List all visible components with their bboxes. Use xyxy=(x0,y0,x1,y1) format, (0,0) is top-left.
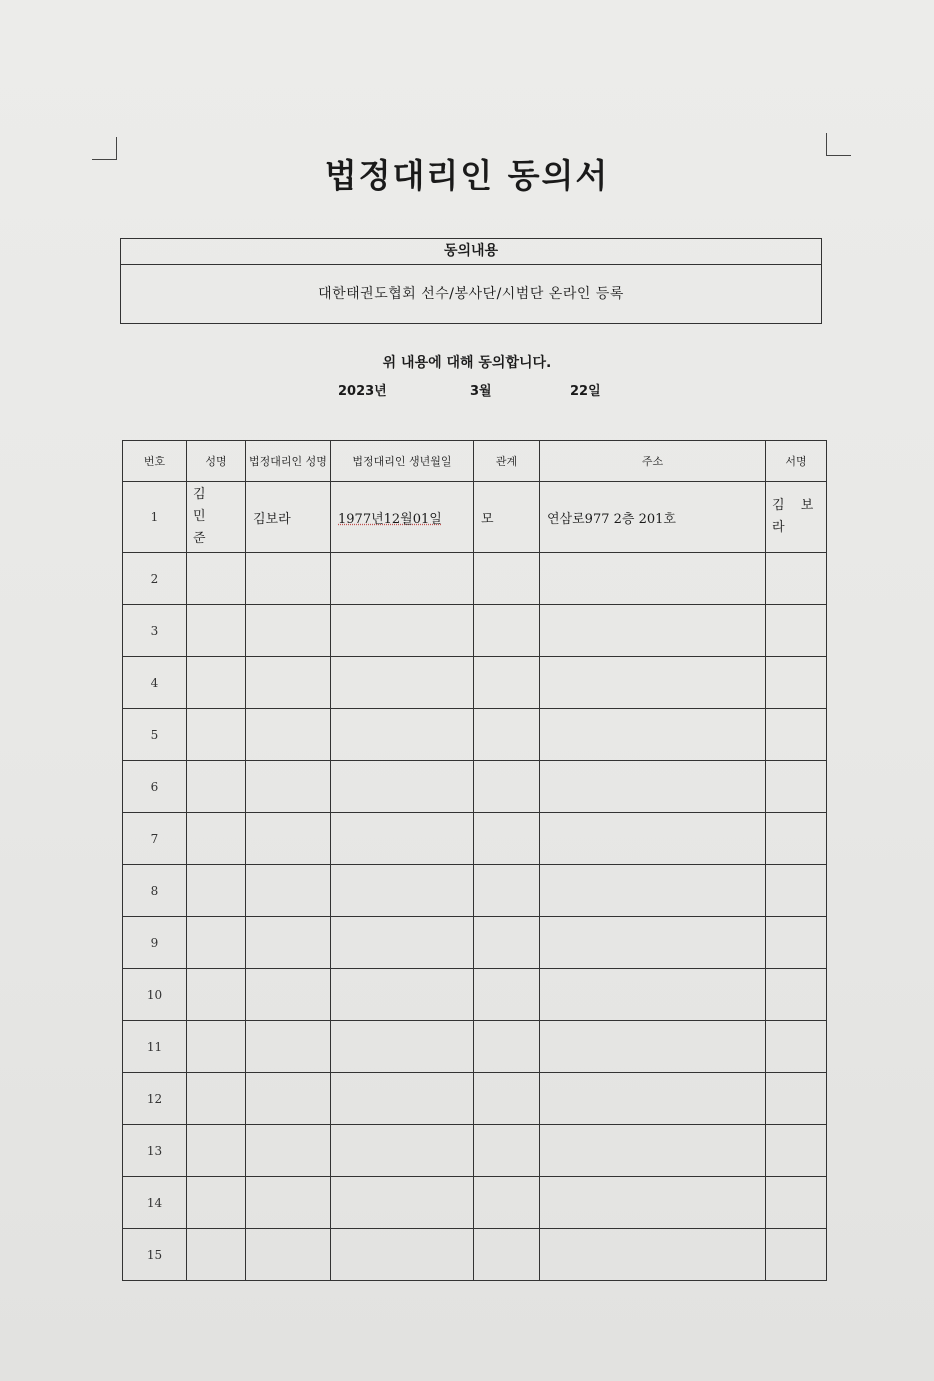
cell-signature xyxy=(766,1229,827,1281)
consent-box xyxy=(120,238,822,324)
cell-guardian-birth xyxy=(331,553,474,605)
document-title: 법정대리인 동의서 xyxy=(324,156,610,195)
cell-name xyxy=(187,709,246,761)
cell-signature xyxy=(766,657,827,709)
cell-name xyxy=(187,865,246,917)
cell-guardian-birth xyxy=(331,709,474,761)
cell-guardian-name xyxy=(246,709,331,761)
table-header-row xyxy=(123,441,827,482)
cell-relation: 모 xyxy=(474,482,540,553)
cell-address xyxy=(540,1125,766,1177)
cell-relation xyxy=(474,657,540,709)
header-signature: 서명 xyxy=(766,441,827,482)
cell-address xyxy=(540,917,766,969)
cell-address xyxy=(540,969,766,1021)
cell-guardian-birth: 1977년12월01일 xyxy=(331,482,474,553)
cell-guardian-birth xyxy=(331,1229,474,1281)
cell-signature xyxy=(766,1021,827,1073)
cell-name xyxy=(187,761,246,813)
cell-relation xyxy=(474,969,540,1021)
table-row xyxy=(123,1177,827,1229)
cell-number: 13 xyxy=(123,1125,187,1177)
cell-signature xyxy=(766,761,827,813)
cell-guardian-birth xyxy=(331,1073,474,1125)
cell-number: 2 xyxy=(123,553,187,605)
cell-address xyxy=(540,1073,766,1125)
cell-address xyxy=(540,709,766,761)
cell-number: 8 xyxy=(123,865,187,917)
cell-signature xyxy=(766,969,827,1021)
table-row xyxy=(123,917,827,969)
cell-signature xyxy=(766,553,827,605)
cell-address xyxy=(540,813,766,865)
cell-address: 연삼로977 2층 201호 xyxy=(540,482,766,553)
cell-address xyxy=(540,657,766,709)
cell-guardian-name xyxy=(246,761,331,813)
cell-address xyxy=(540,1021,766,1073)
cell-guardian-name xyxy=(246,1125,331,1177)
cell-number: 5 xyxy=(123,709,187,761)
cell-number: 10 xyxy=(123,969,187,1021)
table-row xyxy=(123,1229,827,1281)
cell-signature xyxy=(766,1177,827,1229)
cell-signature xyxy=(766,865,827,917)
cell-relation xyxy=(474,1125,540,1177)
cell-relation xyxy=(474,605,540,657)
cell-number: 1 xyxy=(123,482,187,553)
table-row xyxy=(123,605,827,657)
table-row xyxy=(123,813,827,865)
cell-number: 11 xyxy=(123,1021,187,1073)
cell-address xyxy=(540,865,766,917)
cell-name xyxy=(187,813,246,865)
cell-guardian-name xyxy=(246,1021,331,1073)
cell-address xyxy=(540,761,766,813)
guardian-table xyxy=(122,440,827,1281)
table-row xyxy=(123,1073,827,1125)
cell-guardian-name xyxy=(246,553,331,605)
cell-guardian-name xyxy=(246,1177,331,1229)
header-number: 번호 xyxy=(123,441,187,482)
header-guardian-birth: 법정대리인 생년월일 xyxy=(331,441,474,482)
cell-guardian-birth xyxy=(331,865,474,917)
cell-number: 7 xyxy=(123,813,187,865)
consent-text: 대한태권도협회 선수/봉사단/시범단 온라인 등록 xyxy=(318,286,624,302)
cell-number: 9 xyxy=(123,917,187,969)
cell-relation xyxy=(474,813,540,865)
table-row xyxy=(123,865,827,917)
agree-statement: 위 내용에 대해 동의합니다. xyxy=(382,355,552,371)
cell-number: 6 xyxy=(123,761,187,813)
cell-relation xyxy=(474,1177,540,1229)
cell-relation xyxy=(474,553,540,605)
header-guardian-name: 법정대리인 성명 xyxy=(246,441,331,482)
cell-address xyxy=(540,1229,766,1281)
table-body xyxy=(123,482,827,1281)
cell-guardian-name xyxy=(246,657,331,709)
cell-guardian-birth xyxy=(331,605,474,657)
cell-relation xyxy=(474,865,540,917)
date-year: 2023년 xyxy=(338,384,387,399)
cell-guardian-birth xyxy=(331,813,474,865)
cell-name xyxy=(187,657,246,709)
cell-guardian-name xyxy=(246,865,331,917)
table-row xyxy=(123,482,827,553)
cell-number: 4 xyxy=(123,657,187,709)
table-row xyxy=(123,761,827,813)
table-row xyxy=(123,969,827,1021)
table-row xyxy=(123,657,827,709)
cell-number: 15 xyxy=(123,1229,187,1281)
cell-name xyxy=(187,553,246,605)
cell-name xyxy=(187,605,246,657)
cell-guardian-birth xyxy=(331,657,474,709)
cell-relation xyxy=(474,1073,540,1125)
cell-address xyxy=(540,605,766,657)
table-row xyxy=(123,1125,827,1177)
cell-signature xyxy=(766,813,827,865)
table-row xyxy=(123,553,827,605)
cell-signature xyxy=(766,1073,827,1125)
cell-guardian-name xyxy=(246,917,331,969)
cell-name xyxy=(187,1021,246,1073)
header-relation: 관계 xyxy=(474,441,540,482)
consent-header: 동의내용 xyxy=(121,239,821,265)
header-name: 성명 xyxy=(187,441,246,482)
cell-relation xyxy=(474,917,540,969)
cell-relation xyxy=(474,761,540,813)
date-day: 22일 xyxy=(570,384,601,399)
cell-guardian-birth xyxy=(331,1021,474,1073)
cell-name xyxy=(187,1125,246,1177)
cell-signature xyxy=(766,709,827,761)
cell-signature: 김 보 라 xyxy=(766,482,827,553)
cell-address xyxy=(540,553,766,605)
cell-signature xyxy=(766,605,827,657)
cell-guardian-birth xyxy=(331,761,474,813)
cell-relation xyxy=(474,1021,540,1073)
cell-guardian-name xyxy=(246,1229,331,1281)
cell-guardian-name xyxy=(246,605,331,657)
cell-name xyxy=(187,917,246,969)
cell-guardian-name xyxy=(246,1073,331,1125)
cell-guardian-birth xyxy=(331,917,474,969)
cell-name: 김 민 준 xyxy=(187,482,246,553)
cell-guardian-name xyxy=(246,813,331,865)
cell-name xyxy=(187,1073,246,1125)
cell-number: 12 xyxy=(123,1073,187,1125)
cell-name xyxy=(187,969,246,1021)
cell-address xyxy=(540,1177,766,1229)
header-address: 주소 xyxy=(540,441,766,482)
cell-guardian-birth xyxy=(331,1177,474,1229)
cell-signature xyxy=(766,917,827,969)
cell-signature xyxy=(766,1125,827,1177)
date-month: 3월 xyxy=(470,384,492,399)
cell-guardian-birth xyxy=(331,969,474,1021)
cell-name xyxy=(187,1177,246,1229)
table-row xyxy=(123,709,827,761)
cell-guardian-birth xyxy=(331,1125,474,1177)
table-row xyxy=(123,1021,827,1073)
cell-number: 3 xyxy=(123,605,187,657)
cell-guardian-name xyxy=(246,969,331,1021)
cell-name xyxy=(187,1229,246,1281)
cell-guardian-name: 김보라 xyxy=(246,482,331,553)
cell-relation xyxy=(474,709,540,761)
cell-number: 14 xyxy=(123,1177,187,1229)
cell-relation xyxy=(474,1229,540,1281)
